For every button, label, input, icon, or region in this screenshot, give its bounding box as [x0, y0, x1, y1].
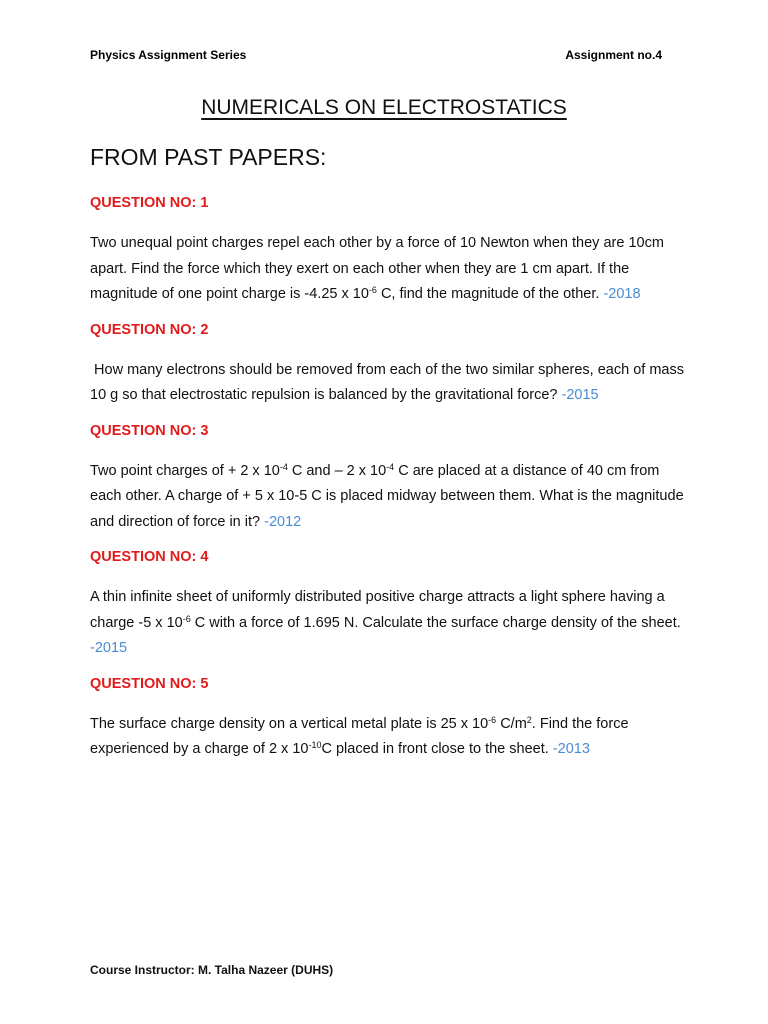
exponent: -6 [488, 714, 497, 725]
question-text-segment: The surface charge density on a vertical metal plate is 25 x 10 [90, 715, 489, 732]
exponent: -4 [386, 461, 395, 472]
question-text-segment: C/m [496, 715, 527, 732]
question-heading: QUESTION NO: 1 [90, 195, 209, 211]
section-heading: FROM PAST PAPERS: [90, 144, 327, 170]
question-text-segment: C and – 2 x 10 [287, 462, 387, 479]
question-text-segment: C with a force of 1.695 N. Calculate the surface charge density of the sheet. [190, 614, 681, 631]
document-title-text: NUMERICALS ON ELECTROSTATICS [201, 96, 567, 119]
document-title [0, 96, 768, 120]
question-text [90, 358, 690, 409]
paper-year: -2015 [90, 640, 128, 656]
question-text-segment: A thin infinite sheet of uniformly distributed positive charge attracts a light sphere having a charge -5 x 10 [90, 589, 665, 631]
question-item [90, 548, 690, 662]
header-series: Physics Assignment Series [90, 48, 247, 62]
question-item [90, 194, 690, 308]
question-text [90, 585, 690, 662]
exponent: -6 [368, 285, 377, 295]
paper-year: -2013 [552, 741, 590, 757]
question-text-segment: C placed in front close to the sheet. [321, 741, 553, 757]
exponent: -10 [308, 740, 322, 750]
paper-year: -2012 [264, 513, 302, 530]
question-text-segment: Two point charges of + 2 x 10 [90, 462, 280, 479]
header-assignment-number: Assignment no.4 [565, 48, 662, 62]
question-item [90, 422, 690, 536]
question-text-segment: Two unequal point charges repel each other by a force of 10 Newton when they are 10cm apart. Find the force which they exert on each other when they are 1 cm apart. If the magnitude of one point charge is -4.25 x 10 [90, 235, 664, 302]
question-heading: QUESTION NO: 3 [90, 422, 209, 439]
question-text-segment: How many electrons should be removed from each of the two similar spheres, each of mass 10 g so that electrostatic repulsion is balanced by the gravitational force? [90, 361, 684, 403]
paper-year: -2015 [561, 387, 599, 403]
exponent: -6 [182, 613, 191, 624]
question-text-segment: C, find the magnitude of the other. [376, 286, 604, 302]
question-text [90, 231, 690, 308]
question-heading: QUESTION NO: 4 [90, 549, 209, 565]
question-heading: QUESTION NO: 2 [90, 321, 209, 338]
exponent: 2 [526, 714, 532, 725]
question-text [90, 712, 690, 763]
question-heading: QUESTION NO: 5 [90, 675, 209, 692]
paper-year: -2018 [603, 286, 641, 302]
question-text-segment: C are placed at a distance of 40 cm from each other. A charge of + 5 x 10-5 C is placed midway between them. What is the magnitude and direction of force in it? [90, 462, 684, 530]
question-list [90, 194, 690, 776]
footer-instructor: Course Instructor: M. Talha Nazeer (DUHS) [90, 963, 334, 977]
page-header [90, 48, 662, 62]
question-item [90, 675, 690, 763]
exponent: -4 [279, 461, 288, 472]
question-text-segment: . Find the force experienced by a charge of 2 x 10 [90, 715, 629, 757]
question-item [90, 321, 690, 409]
question-text [90, 459, 690, 536]
